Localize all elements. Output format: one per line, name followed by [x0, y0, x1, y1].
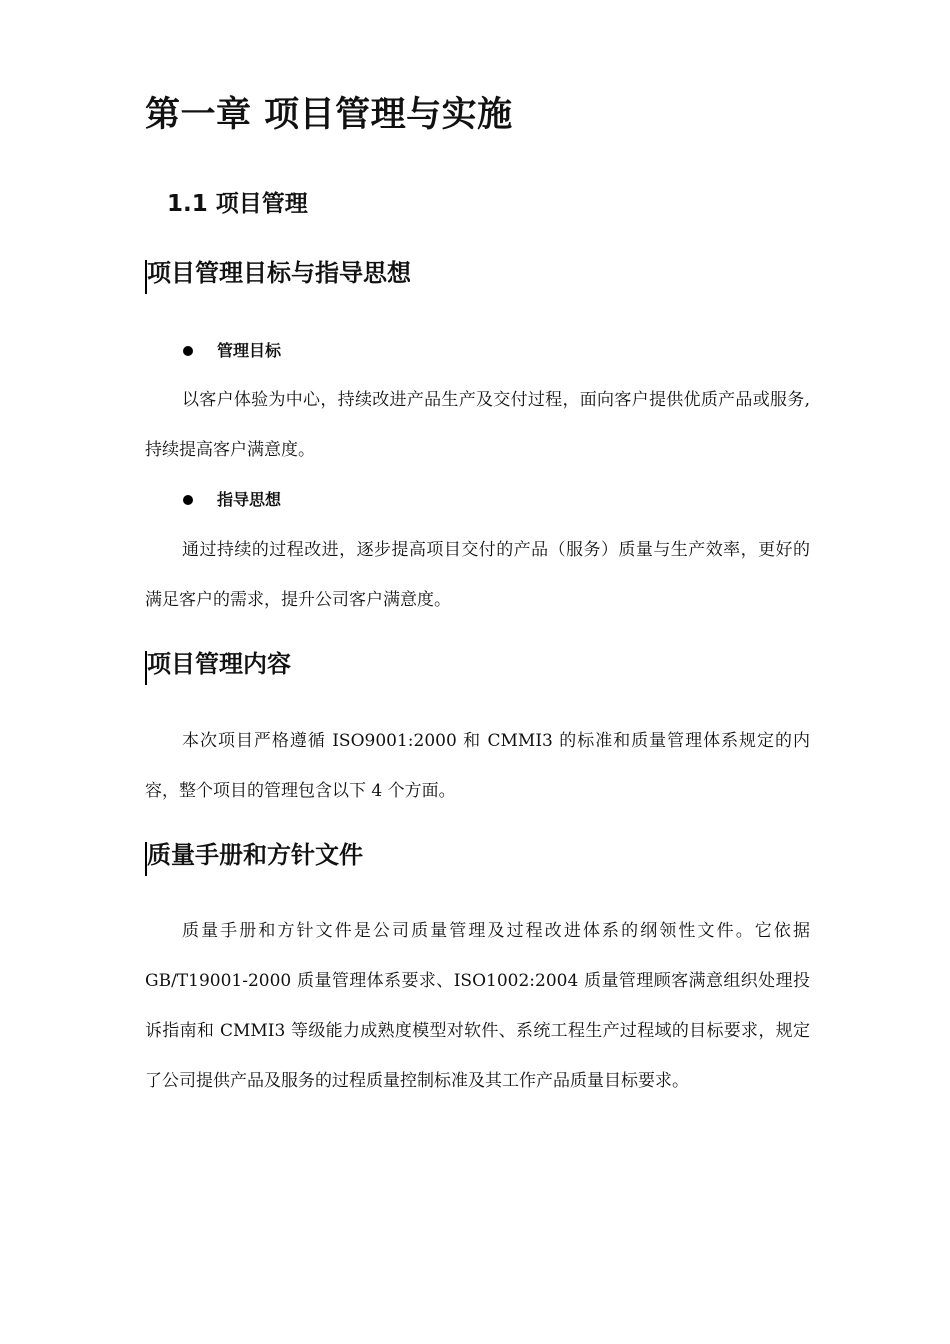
bullet-guide-label: 指导思想	[217, 490, 282, 509]
heading-goals	[145, 256, 411, 290]
heading-manual-text: 质量手册和方针文件	[147, 841, 363, 869]
heading-marker	[145, 651, 147, 685]
bullet-icon	[183, 346, 193, 356]
chapter-title: 第一章 项目管理与实施	[145, 95, 513, 135]
bullet-target-label: 管理目标	[217, 341, 282, 360]
heading-goals-text: 项目管理目标与指导思想	[147, 259, 411, 287]
heading-manual	[145, 838, 363, 872]
heading-content-text: 项目管理内容	[147, 650, 291, 678]
bullet-icon	[183, 495, 193, 505]
heading-content	[145, 647, 291, 681]
paragraph-guide: 通过持续的过程改进，逐步提高项目交付的产品（服务）质量与生产效率，更好的满足客户的需求，提升公司客户满意度。	[145, 540, 810, 610]
paragraph-target: 以客户体验为中心，持续改进产品生产及交付过程，面向客户提供优质产品或服务,持续提高客户满意度。	[145, 390, 810, 460]
paragraph-manual: 质量手册和方针文件是公司质量管理及过程改进体系的纲领性文件。它依据 GB/T19001-2000 质量管理体系要求、ISO1002:2004 质量管理顾客满意组织处理投诉指南和 CMMI3 等级能力成熟度模型对软件、系统工程生产过程域的目标要求，规定了公司提供产品及服务的过程质量控制标准及其工作产品质量目标要求。	[145, 921, 810, 1091]
heading-marker	[145, 842, 147, 876]
heading-marker	[145, 260, 147, 294]
section-title: 1.1 项目管理	[167, 191, 308, 217]
paragraph-content: 本次项目严格遵循 ISO9001:2000 和 CMMI3 的标准和质量管理体系规定的内容，整个项目的管理包含以下 4 个方面。	[145, 731, 810, 801]
